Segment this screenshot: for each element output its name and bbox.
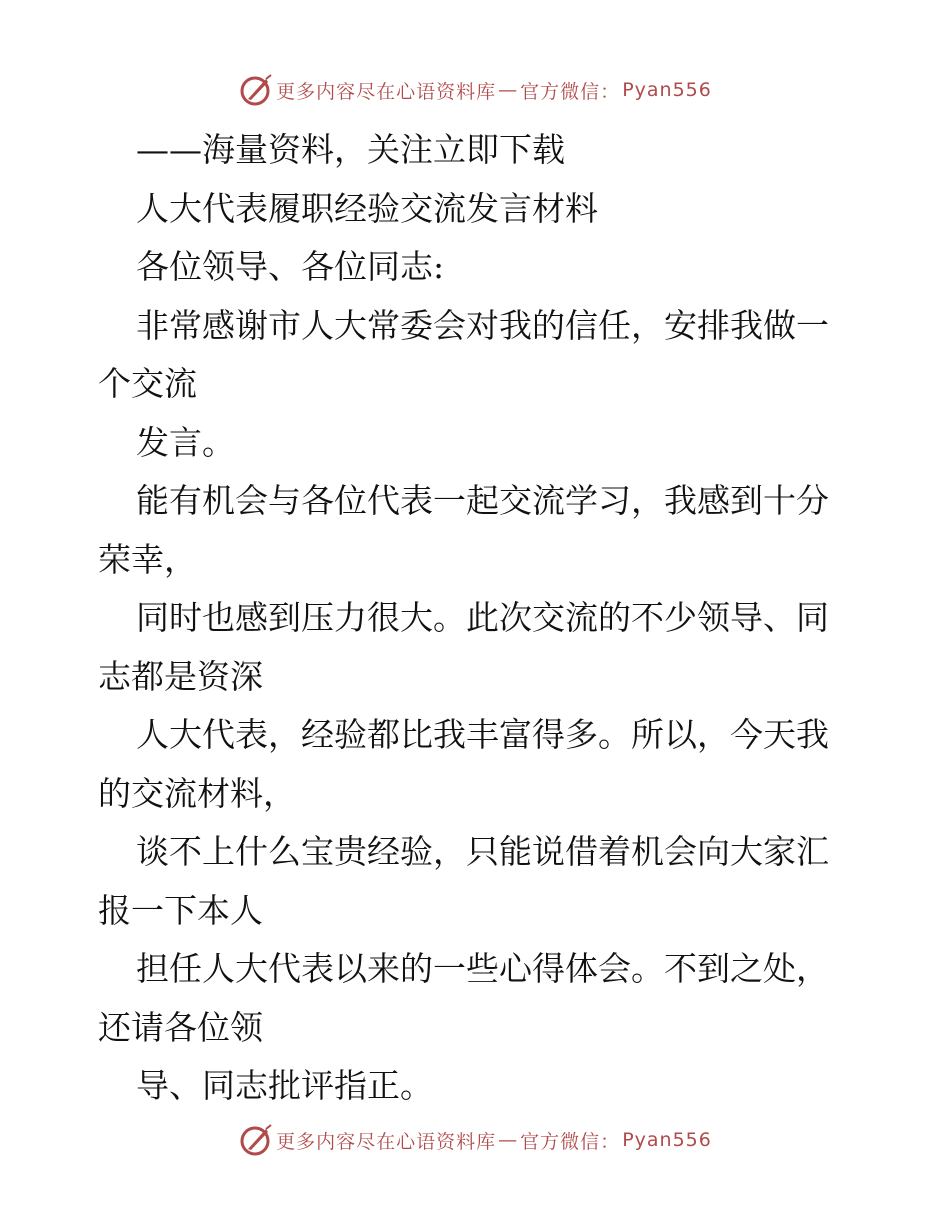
banner-wechat-label: 官方微信： [520,1130,621,1153]
banner-separator: — [498,1129,519,1151]
banner-separator: — [498,79,519,101]
body-line: 发言。 [136,422,235,462]
body-line: 导、同志批评指正。 [136,1066,433,1105]
document-body [98,121,858,1116]
body-line: ——海量资料，关注立即下载 [136,130,565,169]
body-line: 荣幸， [98,539,197,579]
body-line: 人大代表，经验都比我丰富得多。所以，今天我 [136,715,829,754]
body-line: 志都是资深 [98,656,263,696]
body-line: 非常感谢市人大常委会对我的信任，安排我做一 [136,305,829,345]
salutation: 各位领导、各位同志: [136,247,445,286]
quill-logo-icon [238,73,272,107]
body-line: 报一下本人 [98,890,263,930]
body-line: 能有机会与各位代表一起交流学习，我感到十分 [136,481,829,520]
quill-logo-icon [238,1123,272,1157]
banner-text: 更多内容尽在心语资料库 [276,1130,497,1153]
banner-wechat-label: 官方微信： [520,80,621,103]
banner-text: 更多内容尽在心语资料库 [276,80,497,103]
footer-banner [0,1120,950,1160]
banner-wechat-id: Pyan556 [622,1129,712,1151]
header-banner [0,70,950,110]
banner-wechat-id: Pyan556 [622,79,712,101]
body-line: 同时也感到压力很大。此次交流的不少领导、同 [136,598,829,637]
document-title: 人大代表履职经验交流发言材料 [136,188,598,228]
body-line: 担任人大代表以来的一些心得体会。不到之处， [136,949,829,988]
body-line: 还请各位领 [98,1007,263,1047]
body-line: 谈不上什么宝贵经验，只能说借着机会向大家汇 [136,832,829,871]
body-line: 个交流 [98,364,197,403]
body-line: 的交流材料， [98,773,296,813]
